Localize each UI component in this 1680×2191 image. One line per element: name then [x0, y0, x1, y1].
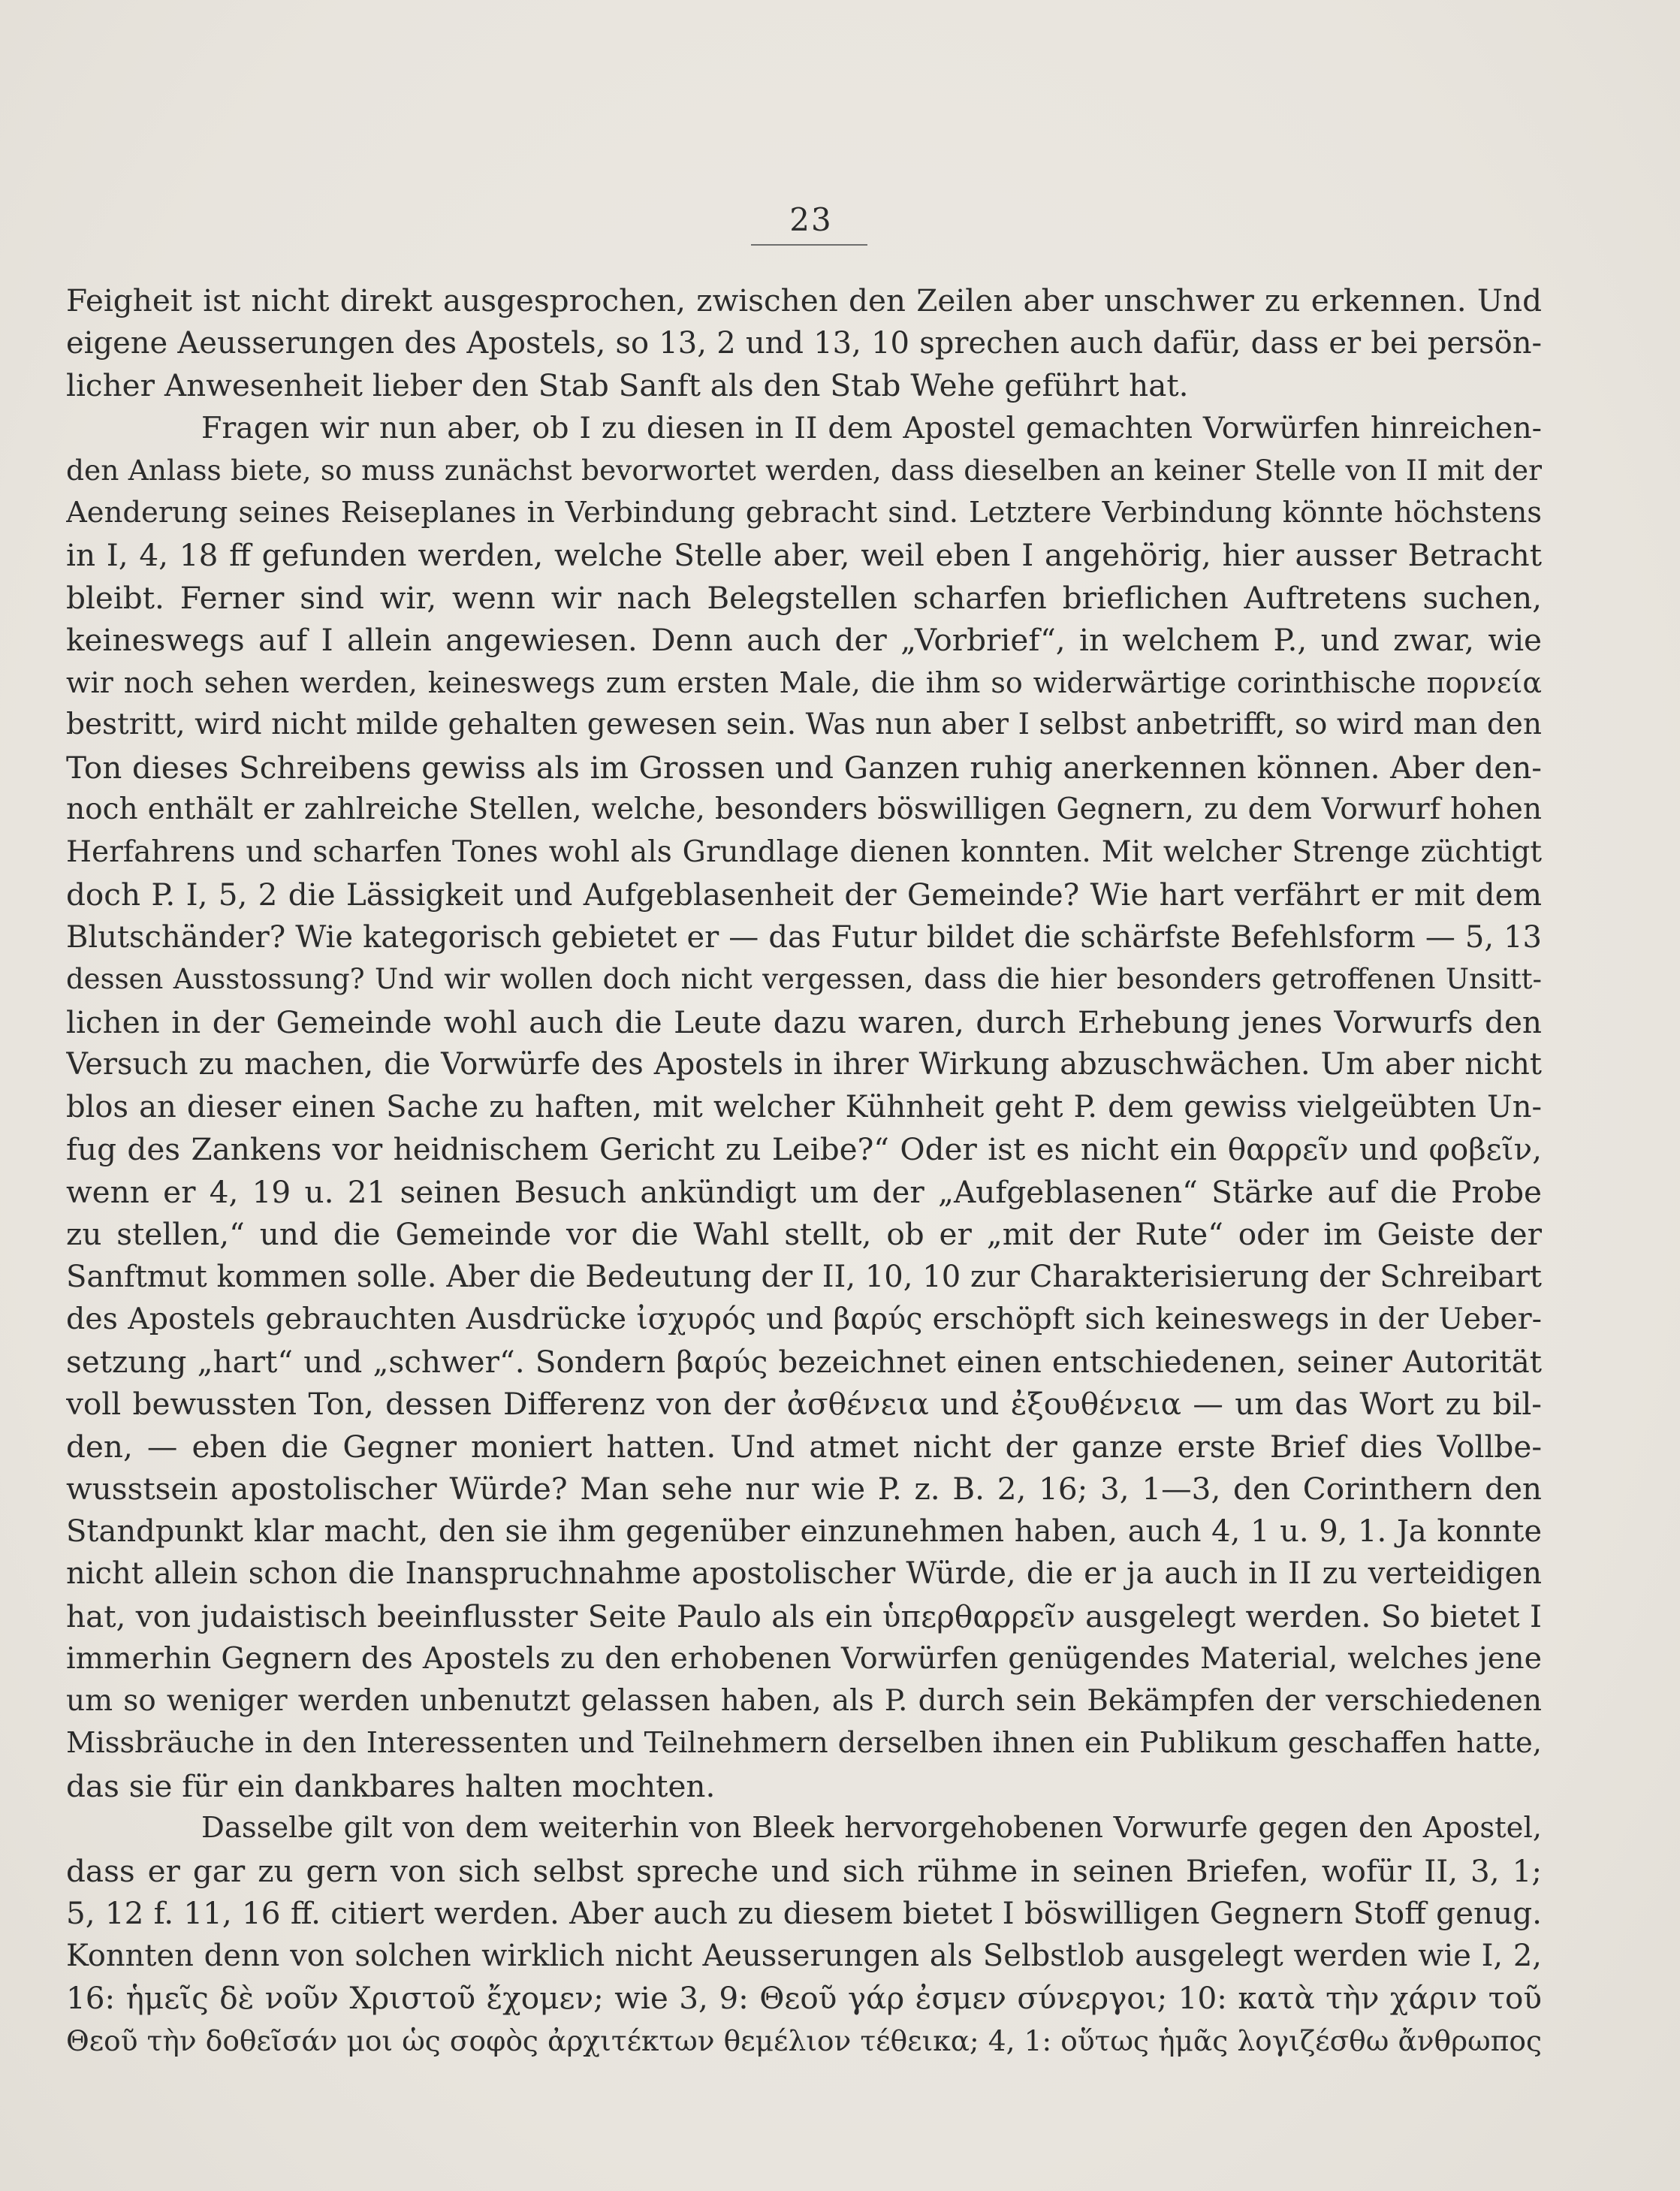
text-line: wusstsein apostolischer Würde? Man sehe nur wie P. z. B. 2, 16; 3, 1—3, den Corinthern den	[66, 1471, 1542, 1507]
text-line: lichen in der Gemeinde wohl auch die Leute dazu waren, durch Erhebung jenes Vorwurfs den	[66, 1003, 1542, 1040]
text-line: in I, 4, 18 ff gefunden werden, welche Stelle aber, weil eben I angehörig, hier ausser Betracht	[66, 537, 1542, 573]
text-line: dessen Ausstossung? Und wir wollen doch nicht vergessen, dass die hier besonders getroffenen Unsitt-	[66, 963, 1542, 995]
text-line: Θεοῦ τὴν δοθεῖσάν μοι ὡς σοφὸς ἀρχιτέκτων θεμέλιον τέθεικα; 4, 1: οὕτως ἡμᾶς λογιζέσθω ἄνθρωπος	[66, 2024, 1542, 2057]
text-line: immerhin Gegnern des Apostels zu den erhobenen Vorwürfen genügendes Material, welches jene	[66, 1641, 1542, 1676]
text-line: zu stellen,“ und die Gemeinde vor die Wahl stellt, ob er „mit der Rute“ oder im Geiste der	[66, 1216, 1542, 1252]
text-line: wir noch sehen werden, keineswegs zum ersten Male, die ihm so widerwärtige corinthische πορνεία	[66, 665, 1542, 699]
text-line: voll bewussten Ton, dessen Differenz von der ἀσθένεια und ἐξουθένεια — um das Wort zu bil-	[66, 1386, 1542, 1422]
text-line: das sie für ein dankbares halten mochten.	[66, 1767, 716, 1804]
text-line: Konnten denn von solchen wirklich nicht Aeusserungen als Selbstlob ausgelegt werden wie I, 2,	[66, 1938, 1542, 1973]
text-line: Aenderung seines Reiseplanes in Verbindung gebracht sind. Letztere Verbindung könnte höchstens	[66, 495, 1542, 530]
text-line: fug des Zankens vor heidnischem Gericht zu Leibe?“ Oder ist es nicht ein θαρρεῖν und φοβεῖν,	[66, 1131, 1542, 1167]
text-line: eigene Aeusserungen des Apostels, so 13, 2 und 13, 10 sprechen auch dafür, dass er bei persön-	[66, 325, 1542, 361]
text-line: um so weniger werden unbenutzt gelassen haben, als P. durch sein Bekämpfen der verschiedenen	[66, 1683, 1542, 1718]
text-line: Herfahrens und scharfen Tones wohl als Grundlage dienen konnten. Mit welcher Strenge züchtigt	[66, 834, 1542, 869]
text-line: Feigheit ist nicht direkt ausgesprochen, zwischen den Zeilen aber unschwer zu erkennen. Und	[66, 282, 1542, 318]
text-line: keineswegs auf I allein angewiesen. Denn auch der „Vorbrief“, in welchem P., und zwar, wie	[66, 622, 1542, 658]
text-line: Versuch zu machen, die Vorwürfe des Apostels in ihrer Wirkung abzuschwächen. Um aber nicht	[66, 1047, 1542, 1082]
text-line: 16: ἡμεῖς δὲ νοῦν Χριστοῦ ἔχομεν; wie 3, 9: Θεοῦ γάρ ἐσμεν σύνεργοι; 10: κατὰ τὴν χάριν τοῦ	[66, 1980, 1542, 2016]
text-line: 5, 12 f. 11, 16 ff. citiert werden. Aber auch zu diesem bietet I böswilligen Gegnern Stoff genug.	[66, 1895, 1542, 1931]
text-line: dass er gar zu gern von sich selbst spreche und sich rühme in seinen Briefen, wofür II, 3, 1;	[66, 1852, 1542, 1889]
text-line: Sanftmut kommen solle. Aber die Bedeutung der II, 10, 10 zur Charakterisierung der Schreibart	[66, 1259, 1542, 1294]
text-line: Dasselbe gilt von dem weiterhin von Bleek hervorgehobenen Vorwurfe gegen den Apostel,	[201, 1811, 1542, 1845]
text-line: des Apostels gebrauchten Ausdrücke ἰσχυρός und βαρύς erschöpft sich keineswegs in der Ueber-	[66, 1302, 1542, 1336]
text-line: nicht allein schon die Inanspruchnahme apostolischer Würde, die er ja auch in II zu verteidigen	[66, 1556, 1542, 1591]
text-line: wenn er 4, 19 u. 21 seinen Besuch ankündigt um der „Aufgeblasenen“ Stärke auf die Probe	[66, 1173, 1542, 1210]
text-line: setzung „hart“ und „schwer“. Sondern βαρύς bezeichnet einen entschiedenen, seiner Autorität	[66, 1343, 1542, 1380]
text-line: Fragen wir nun aber, ob I zu diesen in II dem Apostel gemachten Vorwürfen hinreichen-	[201, 410, 1542, 445]
page-number: 23	[789, 201, 833, 238]
text-line: blos an dieser einen Sache zu haften, mit welcher Kühnheit geht P. dem gewiss vielgeübten Un-	[66, 1089, 1542, 1124]
text-line: hat, von judaistisch beeinflusster Seite Paulo als ein ὑπερθαρρεῖν ausgelegt werden. So bietet I	[66, 1598, 1542, 1634]
text-line: noch enthält er zahlreiche Stellen, welche, besonders böswilligen Gegnern, zu dem Vorwurf hohen	[66, 792, 1542, 826]
text-line: Standpunkt klar macht, den sie ihm gegenüber einzunehmen haben, auch 4, 1 u. 9, 1. Ja konnte	[66, 1513, 1542, 1549]
text-line: Blutschänder? Wie kategorisch gebietet er — das Futur bildet die schärfste Befehlsform — 5, 13	[66, 919, 1542, 955]
text-line: licher Anwesenheit lieber den Stab Sanft als den Stab Wehe geführt hat.	[66, 367, 1189, 403]
text-line: den, — eben die Gegner moniert hatten. Und atmet nicht der ganze erste Brief dies Vollbe-	[66, 1428, 1542, 1465]
text-line: doch P. I, 5, 2 die Lässigkeit und Aufgeblasenheit der Gemeinde? Wie hart verfährt er mit dem	[66, 877, 1542, 913]
text-line: bleibt. Ferner sind wir, wenn wir nach Belegstellen scharfen brieflichen Auftretens suchen,	[66, 579, 1542, 616]
text-line: Ton dieses Schreibens gewiss als im Grossen und Ganzen ruhig anerkennen können. Aber den-	[66, 749, 1542, 786]
text-line: Missbräuche in den Interessenten und Teilnehmern derselben ihnen ein Publikum geschaffen hatte,	[66, 1726, 1542, 1760]
text-line: bestritt, wird nicht milde gehalten gewesen sein. Was nun aber I selbst anbetrifft, so wird man den	[66, 708, 1542, 741]
text-line: den Anlass biete, so muss zunächst bevorwortet werden, dass dieselben an keiner Stelle von II mit der	[66, 454, 1542, 487]
body-text	[66, 279, 1542, 2062]
header-rule	[751, 244, 867, 246]
